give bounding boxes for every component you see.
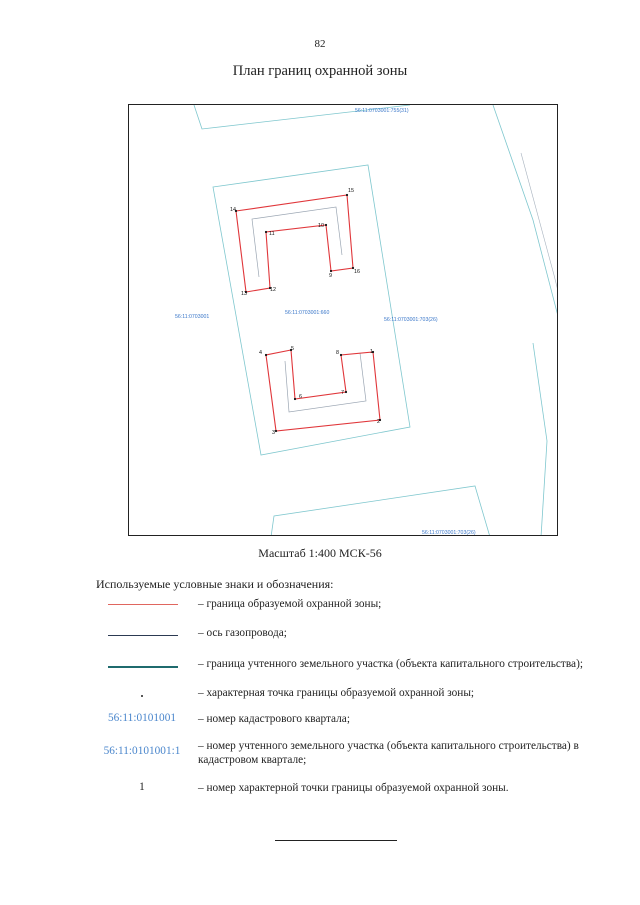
boundary-plan-map [128,104,558,536]
road-edge-line [521,153,558,295]
page-number: 82 [314,38,326,50]
point-11 [265,231,267,233]
legend-text: – номер характерной точки границы образуемой охранной зоны. [198,782,509,794]
legend-symbol-point [90,686,194,706]
point-10 [325,224,327,226]
parcel-label-top: 56:11:0703001:755(31) [355,108,409,114]
legend-row-parcel-number [90,739,620,771]
point-label-8: 8 [336,350,339,356]
point-7 [345,391,347,393]
quarter-label: 56:11:0703001 [175,314,210,320]
legend-text: – номер кадастрового квартала; [198,713,350,725]
point-label-5: 5 [291,346,294,352]
parcel-boundary-right-lower [533,343,547,536]
point-label-16: 16 [354,269,360,275]
legend-row-parcel-boundary [90,657,620,677]
scale-caption: Масштаб 1:400 МСК-56 [258,546,382,560]
point-label-6: 6 [299,394,302,400]
gas-pipeline-axis-lower [285,353,366,412]
point-label-3: 3 [272,430,275,436]
bottom-divider [275,840,397,841]
protection-zone-lower [266,350,380,431]
legend-row-gas-axis [90,626,620,646]
legend-text: – граница образуемой охранной зоны; [198,598,382,610]
legend-symbol-parcel-number [90,745,194,765]
point-8 [340,354,342,356]
point-3 [275,430,277,432]
legend-symbol-quarter [90,712,194,732]
point-label-2: 2 [377,419,380,425]
point-15 [346,194,348,196]
legend-row-point-number [90,781,620,801]
point-label-13: 13 [241,291,247,297]
legend-symbol-gas-axis [90,626,194,646]
parcel-label-bottom: 56:11:0703001:703(26) [422,530,476,536]
protection-zone-upper [236,195,353,292]
legend-symbol-text: 56:11:0101001:1 [103,745,181,757]
parcel-label-center: 56:11:0703001:660 [285,310,330,316]
legend-text: – характерная точка границы образуемой охранной зоны; [198,687,475,699]
point-label-10: 10 [318,223,324,229]
legend-text: – ось газопровода; [198,627,287,639]
document-title: План границ охранной зоны [232,63,408,79]
point-6 [294,398,296,400]
parcel-boundary-right [493,105,558,320]
legend-row-point [90,686,620,706]
point-label-14: 14 [230,207,236,213]
legend-symbol-point-number [90,781,194,801]
legend-row-zone-boundary [90,597,620,617]
point-label-4: 4 [259,350,262,356]
point-4 [265,354,267,356]
legend-symbol-parcel-boundary [90,657,194,677]
legend-symbol-text: 1 [139,781,145,793]
point-dot-icon [141,695,143,697]
point-label-11: 11 [269,231,275,237]
point-label-12: 12 [270,287,276,293]
point-label-7: 7 [341,390,344,396]
point-label-1: 1 [370,349,373,355]
legend-row-quarter [90,712,620,732]
legend-heading: Используемые условные знаки и обозначения: [96,577,334,591]
parcel-label-right: 56:11:0703001:703(26) [384,317,438,323]
legend-symbol-zone-boundary [90,597,194,617]
point-9 [330,270,332,272]
map-canvas [129,105,558,536]
legend-symbol-text: 56:11:0101001 [108,712,176,724]
point-label-15: 15 [348,188,354,194]
parcel-boundary-bottom [271,486,490,536]
legend-text: – номер учтенного земельного участка (объекта капитального строительства) в кадастровом квартале; [198,740,579,766]
gas-pipeline-axis-upper [252,207,342,277]
point-label-9: 9 [329,273,332,279]
legend-text: – граница учтенного земельного участка (объекта капитального строительства); [198,658,583,670]
